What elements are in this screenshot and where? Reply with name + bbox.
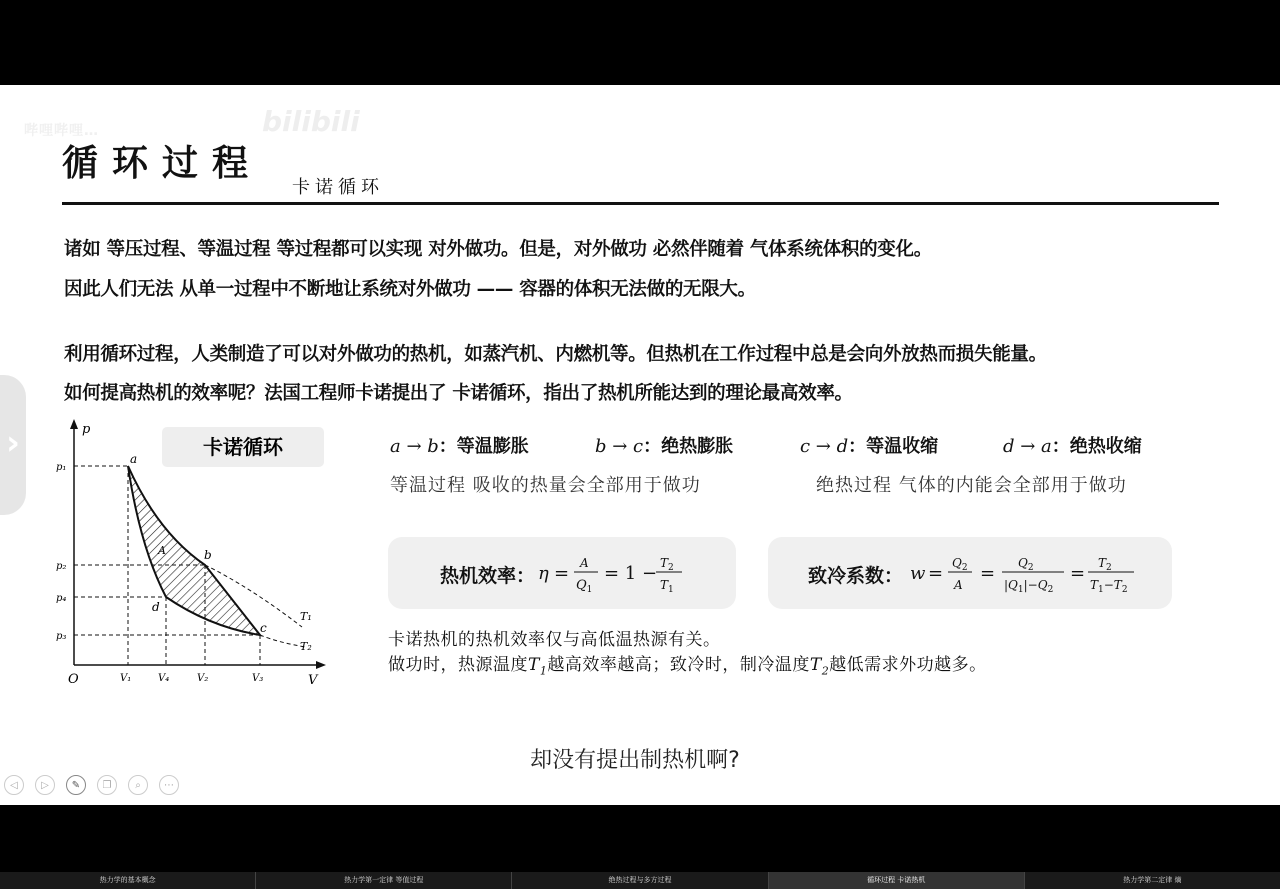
svg-text:T2: $T_2$ <box>1098 556 1112 573</box>
more-icon[interactable]: ⋯ <box>159 775 179 795</box>
axis-label-v: V <box>308 673 318 685</box>
svg-text:T1−T2: $T_1-T_2$ <box>1090 578 1128 595</box>
svg-text:η: η <box>538 563 549 584</box>
tick-p1: p₁ <box>56 462 67 473</box>
slides-icon[interactable]: ❐ <box>97 775 117 795</box>
svg-text:|Q1|−Q2: $|Q_1|-Q_2$ <box>1004 578 1054 595</box>
point-c: c <box>260 621 267 635</box>
tick-p3: p₃ <box>56 631 67 642</box>
tick-v1: V₁ <box>120 673 132 684</box>
point-b: b <box>204 548 212 562</box>
process-ab: a → b：等温膨胀 <box>390 436 529 457</box>
svg-text:Q1: $Q_1$ <box>576 578 593 595</box>
svg-text:A: A <box>954 578 963 592</box>
efficiency-formula-box <box>388 537 736 609</box>
slide-controls <box>4 775 179 795</box>
svg-text:=: = <box>928 563 944 584</box>
svg-text:=: = <box>1070 563 1086 584</box>
svg-text:Q2: $Q_2$ <box>952 556 968 573</box>
isotherm-T1: T₁ <box>300 610 312 623</box>
footnote-2: 做功时，热源温度$T_1$越高效率越高；致冷时，制冷温度$T_2$越低需求外功越多。 <box>388 655 987 678</box>
chapter-1[interactable]: 热力学的基本概念 <box>0 872 256 889</box>
process-cd-name: 等温收缩 <box>866 436 939 457</box>
process-bc: b → c：绝热膨胀 <box>595 436 734 457</box>
footnote-1: 卡诺热机的热机效率仅与高低温热源有关。 <box>388 630 721 650</box>
title-divider <box>62 202 1219 205</box>
svg-text:A: A <box>580 556 589 570</box>
next-slide-icon[interactable]: ▷ <box>35 775 55 795</box>
top-letterbox <box>0 0 1280 85</box>
point-d: d <box>152 600 160 614</box>
tick-v3: V₃ <box>252 673 264 684</box>
process-cd: c → d：等温收缩 <box>800 436 939 457</box>
page-subtitle: 卡诺循环 <box>292 177 384 198</box>
prev-slide-icon[interactable]: ◁ <box>4 775 24 795</box>
paragraph-1: 诸如 等压过程、等温过程 等过程都可以实现 对外做功。但是，对外做功 必然伴随着 气体系统体积的变化。 <box>64 239 932 260</box>
note-adiabatic: 绝热过程 气体的内能会全部用于做功 <box>816 475 1127 496</box>
process-da-path: d → a <box>1003 436 1052 457</box>
page-title: 循环过程 <box>62 142 263 184</box>
process-ab-name: 等温膨胀 <box>456 436 529 457</box>
carnot-cycle-diagram <box>50 415 340 685</box>
process-bc-name: 绝热膨胀 <box>661 436 734 457</box>
footnote-2-part-b: 越高效率越高；致冷时，制冷温度 <box>547 655 810 675</box>
svg-text:T2: $T_2$ <box>660 556 674 573</box>
tick-v4: V₄ <box>158 673 170 684</box>
cycle-area <box>128 466 260 635</box>
process-bc-path: b → c <box>595 436 644 457</box>
svg-text:T1: $T_1$ <box>660 578 674 595</box>
paragraph-4: 如何提高热机的效率呢？法国工程师卡诺提出了 卡诺循环，指出了热机所能达到的理论最高效率。 <box>64 383 853 404</box>
note-isothermal: 等温过程 吸收的热量会全部用于做功 <box>390 475 701 496</box>
chapter-3[interactable]: 绝热过程与多方过程 <box>512 872 768 889</box>
chapter-2[interactable]: 热力学第一定律 等值过程 <box>256 872 512 889</box>
video-subtitle: 却没有提出制热机啊? <box>530 748 740 773</box>
cop-formula-box <box>768 537 1172 609</box>
svg-text:= 1 −: = 1 − <box>604 563 658 584</box>
efficiency-label: 热机效率： <box>440 565 536 587</box>
pen-icon[interactable]: ✎ <box>66 775 86 795</box>
process-ab-path: a → b <box>390 436 439 457</box>
process-da: d → a：绝热收缩 <box>1003 436 1142 457</box>
diagram-label: 卡诺循环 <box>203 435 283 459</box>
cop-formula <box>908 547 1138 599</box>
svg-text:=: = <box>980 563 996 584</box>
axis-label-p: p <box>82 422 91 437</box>
isotherm-T2: T₂ <box>300 640 312 653</box>
paragraph-2: 因此人们无法 从单一过程中不断地让系统对外做功 —— 容器的体积无法做的无限大。 <box>64 279 756 300</box>
tick-p4: p₄ <box>56 593 67 604</box>
svg-text:Q2: $Q_2$ <box>1018 556 1034 573</box>
point-A: A <box>158 544 166 557</box>
svg-text:=: = <box>554 563 570 584</box>
cop-label: 致冷系数： <box>808 565 904 587</box>
process-cd-path: c → d <box>800 436 849 457</box>
chapter-4[interactable]: 循环过程 卡诺热机 <box>769 872 1025 889</box>
footnote-2-part-a: 做功时，热源温度 <box>388 655 528 675</box>
origin-label: O <box>68 672 79 685</box>
chapter-5[interactable]: 热力学第二定律 熵 <box>1123 876 1182 884</box>
tick-v2: V₂ <box>197 673 209 684</box>
svg-text:w: w <box>910 563 926 584</box>
zoom-icon[interactable]: ⌕ <box>128 775 148 795</box>
point-a: a <box>130 452 138 466</box>
chevron-right-icon[interactable]: › <box>6 423 21 463</box>
chapter-bar <box>0 872 1280 889</box>
watermark-text: 哔哩哔哩… <box>24 123 99 139</box>
paragraph-3: 利用循环过程，人类制造了可以对外做功的热机，如蒸汽机、内燃机等。但热机在工作过程中总是会向外放热而损失能量。 <box>64 344 1047 365</box>
process-da-name: 绝热收缩 <box>1069 436 1142 457</box>
bilibili-logo: bilibili <box>262 105 360 138</box>
slide <box>0 85 1280 805</box>
efficiency-formula <box>536 547 696 599</box>
tick-p2: p₂ <box>56 561 67 572</box>
footnote-2-part-c: 越低需求外功越多。 <box>829 655 987 675</box>
